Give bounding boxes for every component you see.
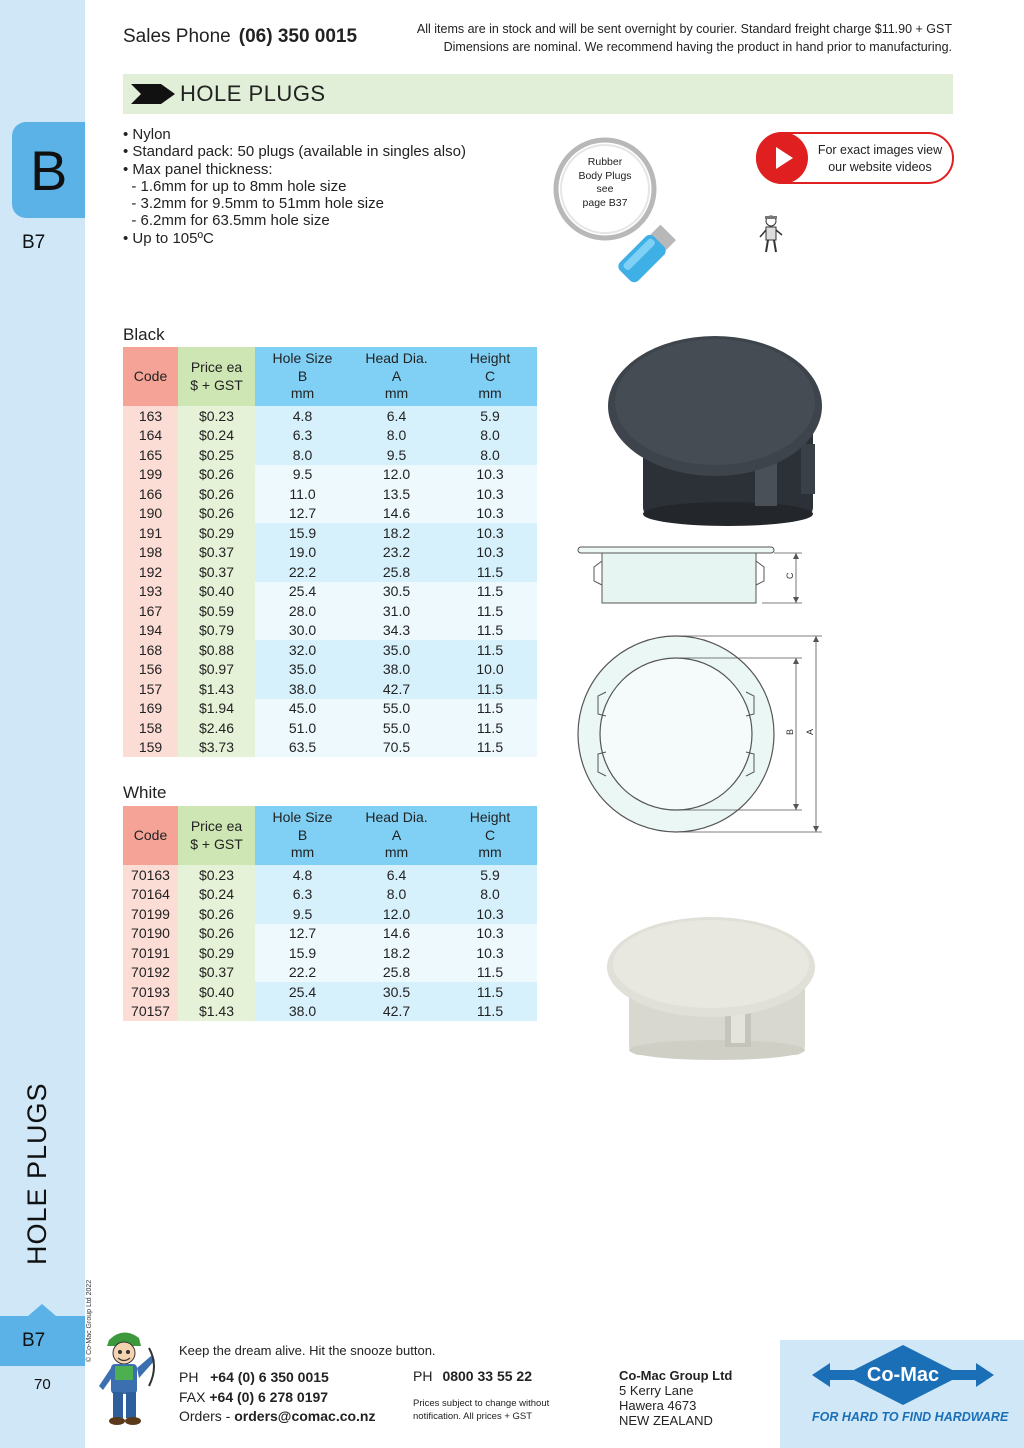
- table-row: [123, 924, 537, 944]
- sales-label: Sales Phone: [123, 26, 231, 47]
- table-row: [123, 640, 537, 660]
- sales-phone: [123, 26, 357, 48]
- black-table: [123, 347, 537, 757]
- cell-price: $0.26: [178, 465, 255, 485]
- cell-code: 191: [123, 523, 178, 543]
- cell-head-dia: 18.2: [350, 523, 443, 543]
- cell-code: 198: [123, 543, 178, 563]
- vertical-title: HOLE PLUGS: [22, 1082, 52, 1265]
- address-block: [619, 1368, 732, 1428]
- cell-hole-size: 32.0: [255, 640, 350, 660]
- cell-height: 11.5: [443, 699, 537, 719]
- cell-hole-size: 22.2: [255, 562, 350, 582]
- table-row: [123, 621, 537, 641]
- side-view-diagram: [576, 545, 806, 609]
- feature-item: • Max panel thickness:: [123, 160, 273, 178]
- cell-height: 8.0: [443, 426, 537, 446]
- table-row: [123, 885, 537, 905]
- cell-head-dia: 55.0: [350, 718, 443, 738]
- table-row: [123, 582, 537, 602]
- table-row: [123, 963, 537, 983]
- cell-head-dia: 6.4: [350, 865, 443, 885]
- feature-list: [123, 126, 466, 247]
- fine-line: Prices subject to change without: [413, 1398, 550, 1409]
- cell-code: 194: [123, 621, 178, 641]
- cell-head-dia: 55.0: [350, 699, 443, 719]
- cell-code: 164: [123, 426, 178, 446]
- table-row: [123, 465, 537, 485]
- cell-hole-size: 11.0: [255, 484, 350, 504]
- cell-price: $0.24: [178, 885, 255, 905]
- dim-b-label: B: [785, 728, 795, 735]
- cell-price: $0.26: [178, 504, 255, 524]
- table-row: [123, 904, 537, 924]
- cell-price: $1.43: [178, 679, 255, 699]
- col-hole: Hole Size B mm: [255, 347, 350, 406]
- cell-height: 11.5: [443, 718, 537, 738]
- cell-height: 5.9: [443, 865, 537, 885]
- cell-height: 11.5: [443, 621, 537, 641]
- cell-height: 11.5: [443, 601, 537, 621]
- cell-head-dia: 34.3: [350, 621, 443, 641]
- table-row: [123, 484, 537, 504]
- cell-price: $0.37: [178, 543, 255, 563]
- cell-height: 5.9: [443, 406, 537, 426]
- cell-height: 11.5: [443, 679, 537, 699]
- black-plug-image: [605, 334, 835, 534]
- cell-code: 70193: [123, 982, 178, 1002]
- cell-height: 11.5: [443, 982, 537, 1002]
- table-row: [123, 601, 537, 621]
- cell-hole-size: 63.5: [255, 738, 350, 758]
- cell-hole-size: 9.5: [255, 904, 350, 924]
- address-line: 5 Kerry Lane: [619, 1383, 694, 1398]
- feature-item: - 1.6mm for up to 8mm hole size: [123, 177, 347, 195]
- cell-code: 199: [123, 465, 178, 485]
- cell-head-dia: 42.7: [350, 679, 443, 699]
- col-code: Code: [123, 806, 178, 865]
- video-text: [812, 142, 948, 175]
- table-row: [123, 426, 537, 446]
- cell-hole-size: 19.0: [255, 543, 350, 563]
- cell-code: 156: [123, 660, 178, 680]
- cell-head-dia: 38.0: [350, 660, 443, 680]
- contact-block: [179, 1368, 376, 1427]
- cell-head-dia: 8.0: [350, 885, 443, 905]
- arrow-icon: [131, 84, 175, 104]
- col-head: Head Dia. A mm: [350, 347, 443, 406]
- cell-code: 70192: [123, 963, 178, 983]
- mag-line: Rubber: [587, 156, 623, 168]
- cell-price: $3.73: [178, 738, 255, 758]
- col-code: Code: [123, 347, 178, 406]
- logo-text: Co-Mac: [866, 1364, 940, 1386]
- mascot-icon: [93, 1326, 161, 1426]
- white-table: [123, 806, 537, 1021]
- orders-email[interactable]: orders@comac.co.nz: [234, 1408, 376, 1424]
- cell-height: 10.3: [443, 523, 537, 543]
- section-letter: B: [30, 139, 68, 202]
- cell-height: 11.5: [443, 582, 537, 602]
- cell-height: 10.3: [443, 465, 537, 485]
- cell-price: $0.23: [178, 406, 255, 426]
- table-row: [123, 523, 537, 543]
- feature-item: • Up to 105ºC: [123, 229, 214, 247]
- cell-hole-size: 38.0: [255, 679, 350, 699]
- cell-code: 70157: [123, 1002, 178, 1022]
- cell-code: 70163: [123, 865, 178, 885]
- notice-line: All items are in stock and will be sent overnight by courier. Standard freight charge $11.90 + GST: [416, 22, 952, 36]
- col-height: Height C mm: [443, 806, 537, 865]
- price-notice: [413, 1398, 549, 1423]
- cell-code: 70190: [123, 924, 178, 944]
- table-row: [123, 718, 537, 738]
- cell-head-dia: 12.0: [350, 465, 443, 485]
- comac-logo[interactable]: [812, 1343, 994, 1407]
- cell-hole-size: 6.3: [255, 885, 350, 905]
- cell-price: $0.79: [178, 621, 255, 641]
- cell-head-dia: 6.4: [350, 406, 443, 426]
- table-row: [123, 543, 537, 563]
- feature-item: - 3.2mm for 9.5mm to 51mm hole size: [123, 195, 384, 213]
- feature-item: - 6.2mm for 63.5mm hole size: [123, 212, 330, 230]
- cell-price: $1.43: [178, 1002, 255, 1022]
- cell-head-dia: 18.2: [350, 943, 443, 963]
- cell-code: 165: [123, 445, 178, 465]
- cell-hole-size: 8.0: [255, 445, 350, 465]
- cell-price: $0.40: [178, 982, 255, 1002]
- orders-line: Orders - orders@comac.co.nz: [179, 1408, 376, 1424]
- phone-line: PH +64 (0) 6 350 0015: [179, 1369, 329, 1385]
- cell-height: 10.3: [443, 504, 537, 524]
- cell-hole-size: 28.0: [255, 601, 350, 621]
- col-head: Head Dia. A mm: [350, 806, 443, 865]
- cell-price: $1.94: [178, 699, 255, 719]
- cell-code: 158: [123, 718, 178, 738]
- copyright: © Co-Mac Group Ltd 2022: [86, 1279, 93, 1362]
- cell-height: 11.5: [443, 963, 537, 983]
- cell-hole-size: 12.7: [255, 504, 350, 524]
- magnifier-text[interactable]: [566, 156, 644, 210]
- cell-code: 70164: [123, 885, 178, 905]
- footer-tab: [0, 1316, 85, 1366]
- white-title: White: [123, 783, 167, 802]
- cell-height: 10.3: [443, 904, 537, 924]
- feature-item: • Nylon: [123, 126, 171, 143]
- cell-hole-size: 4.8: [255, 406, 350, 426]
- cell-price: $0.88: [178, 640, 255, 660]
- top-view-diagram: [576, 634, 826, 839]
- cell-hole-size: 12.7: [255, 924, 350, 944]
- freephone-number[interactable]: 0800 33 55 22: [442, 1368, 532, 1384]
- cell-price: $0.26: [178, 484, 255, 504]
- table-row: [123, 679, 537, 699]
- cell-hole-size: 22.2: [255, 963, 350, 983]
- table-row: [123, 406, 537, 426]
- table-row: [123, 943, 537, 963]
- side-page-code: B7: [22, 232, 46, 253]
- cell-height: 10.3: [443, 943, 537, 963]
- cell-code: 70191: [123, 943, 178, 963]
- cell-hole-size: 15.9: [255, 523, 350, 543]
- cell-height: 11.5: [443, 640, 537, 660]
- banner-title: HOLE PLUGS: [180, 81, 326, 106]
- play-icon: [756, 132, 808, 184]
- table-row: [123, 982, 537, 1002]
- cell-height: 11.5: [443, 562, 537, 582]
- dim-c-label: C: [785, 572, 795, 579]
- stock-notice: [417, 20, 952, 56]
- table-row: [123, 445, 537, 465]
- cell-head-dia: 23.2: [350, 543, 443, 563]
- fax-line: FAX +64 (0) 6 278 0197: [179, 1388, 329, 1405]
- col-price: Price ea $ + GST: [178, 347, 255, 406]
- sales-number[interactable]: (06) 350 0015: [238, 26, 358, 47]
- mag-line: see: [596, 183, 614, 196]
- cell-head-dia: 30.5: [350, 982, 443, 1002]
- cell-head-dia: 30.5: [350, 582, 443, 602]
- section-tab[interactable]: [12, 122, 85, 218]
- col-height: Height C mm: [443, 347, 537, 406]
- cell-hole-size: 38.0: [255, 1002, 350, 1022]
- cell-hole-size: 6.3: [255, 426, 350, 446]
- address-line: Hawera 4673: [619, 1398, 697, 1413]
- cell-code: 190: [123, 504, 178, 524]
- table-row: [123, 660, 537, 680]
- cell-price: $2.46: [178, 718, 255, 738]
- cell-hole-size: 35.0: [255, 660, 350, 680]
- cell-code: 167: [123, 601, 178, 621]
- col-hole: Hole Size B mm: [255, 806, 350, 865]
- table-row: [123, 699, 537, 719]
- cell-height: 8.0: [443, 445, 537, 465]
- cell-hole-size: 9.5: [255, 465, 350, 485]
- cell-code: 163: [123, 406, 178, 426]
- cell-hole-size: 15.9: [255, 943, 350, 963]
- cell-price: $0.26: [178, 924, 255, 944]
- cell-head-dia: 70.5: [350, 738, 443, 758]
- cell-head-dia: 14.6: [350, 504, 443, 524]
- fine-line: notification. All prices + GST: [413, 1410, 533, 1422]
- cell-code: 70199: [123, 904, 178, 924]
- freephone: PH 0800 33 55 22: [413, 1368, 532, 1384]
- cell-price: $0.37: [178, 963, 255, 983]
- cell-head-dia: 8.0: [350, 426, 443, 446]
- cell-head-dia: 12.0: [350, 904, 443, 924]
- cell-height: 8.0: [443, 885, 537, 905]
- footer-tagline: Keep the dream alive. Hit the snooze button.: [179, 1343, 436, 1358]
- cell-height: 10.3: [443, 924, 537, 944]
- cell-height: 10.3: [443, 543, 537, 563]
- cell-head-dia: 25.8: [350, 562, 443, 582]
- section-banner: [123, 74, 953, 114]
- cell-head-dia: 31.0: [350, 601, 443, 621]
- cell-price: $0.25: [178, 445, 255, 465]
- white-plug-image: [605, 917, 825, 1062]
- cell-height: 10.0: [443, 660, 537, 680]
- mag-line: page B37: [582, 196, 628, 209]
- cell-height: 11.5: [443, 738, 537, 758]
- cell-code: 193: [123, 582, 178, 602]
- cell-hole-size: 25.4: [255, 982, 350, 1002]
- cell-price: $0.29: [178, 943, 255, 963]
- cell-code: 169: [123, 699, 178, 719]
- cell-hole-size: 30.0: [255, 621, 350, 641]
- cell-price: $0.23: [178, 865, 255, 885]
- cell-head-dia: 9.5: [350, 445, 443, 465]
- table-row: [123, 504, 537, 524]
- page-number: 70: [34, 1376, 51, 1393]
- cell-code: 192: [123, 562, 178, 582]
- cell-code: 157: [123, 679, 178, 699]
- table-row: [123, 865, 537, 885]
- mag-line: Body Plugs: [578, 169, 632, 182]
- fax-number: +64 (0) 6 278 0197: [209, 1388, 329, 1405]
- cell-hole-size: 51.0: [255, 718, 350, 738]
- cell-head-dia: 25.8: [350, 963, 443, 983]
- video-link-button[interactable]: [756, 132, 954, 184]
- feature-item: • Standard pack: 50 plugs (available in singles also): [123, 143, 466, 161]
- video-line: our website videos: [828, 159, 932, 174]
- video-line: For exact images view: [817, 143, 943, 157]
- address-line: NEW ZEALAND: [619, 1413, 713, 1428]
- cell-hole-size: 25.4: [255, 582, 350, 602]
- cell-code: 159: [123, 738, 178, 758]
- col-price: Price ea $ + GST: [178, 806, 255, 865]
- table-row: [123, 738, 537, 758]
- cell-price: $0.29: [178, 523, 255, 543]
- table-row: [123, 562, 537, 582]
- black-title: Black: [123, 325, 165, 344]
- dim-a-label: A: [805, 728, 815, 735]
- cell-price: $0.24: [178, 426, 255, 446]
- cell-code: 166: [123, 484, 178, 504]
- cell-head-dia: 42.7: [350, 1002, 443, 1022]
- cell-price: $0.40: [178, 582, 255, 602]
- cell-hole-size: 4.8: [255, 865, 350, 885]
- mascot-small-icon: [757, 213, 785, 255]
- cell-head-dia: 35.0: [350, 640, 443, 660]
- cell-head-dia: 14.6: [350, 924, 443, 944]
- cell-height: 10.3: [443, 484, 537, 504]
- cell-price: $0.37: [178, 562, 255, 582]
- phone-number[interactable]: +64 (0) 6 350 0015: [210, 1369, 329, 1385]
- cell-code: 168: [123, 640, 178, 660]
- cell-height: 11.5: [443, 1002, 537, 1022]
- company-name: Co-Mac Group Ltd: [619, 1368, 733, 1383]
- footer-code: B7: [22, 1330, 46, 1351]
- logo-tagline: FOR HARD TO FIND HARDWARE: [812, 1410, 1009, 1424]
- table-row: [123, 1002, 537, 1022]
- cell-head-dia: 13.5: [350, 484, 443, 504]
- cell-price: $0.59: [178, 601, 255, 621]
- cell-price: $0.26: [178, 904, 255, 924]
- cell-hole-size: 45.0: [255, 699, 350, 719]
- notice-line: Dimensions are nominal. We recommend having the product in hand prior to manufacturing.: [443, 40, 952, 54]
- cell-price: $0.97: [178, 660, 255, 680]
